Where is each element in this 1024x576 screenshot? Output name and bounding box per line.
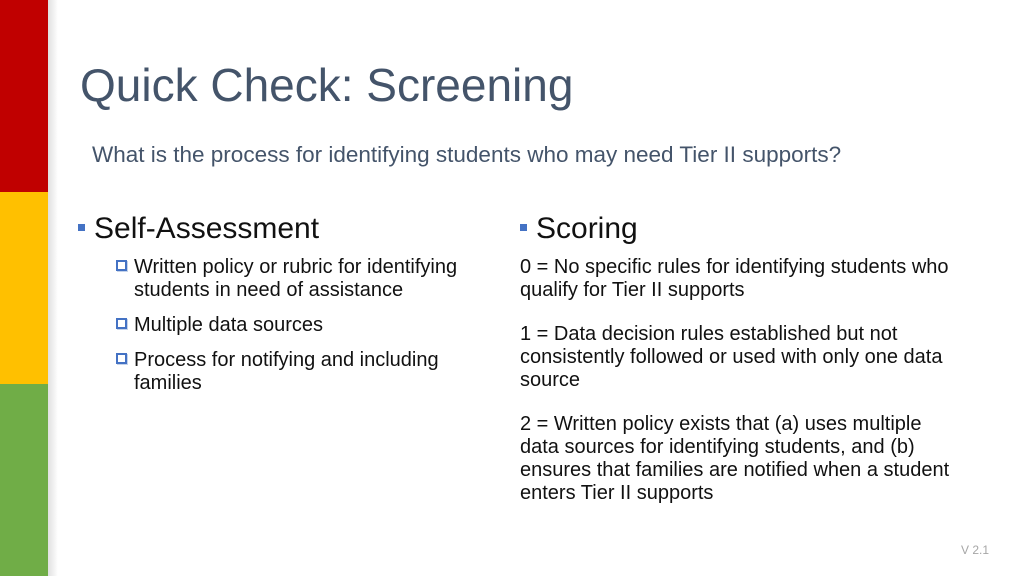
scoring-heading	[520, 212, 960, 246]
color-band-green	[0, 384, 48, 576]
score-level-1: 1 = Data decision rules established but not consistently followed or used with only one data source	[520, 323, 943, 391]
self-assessment-heading-label: Self-Assessment	[94, 212, 320, 245]
scoring-heading-label: Scoring	[536, 212, 638, 245]
score-level-0: 0 = No specific rules for identifying students who qualify for Tier II supports	[520, 256, 949, 301]
self-assessment-heading	[78, 212, 498, 246]
slide-title: Quick Check: Screening	[80, 59, 574, 111]
checkbox-bullet-icon	[116, 318, 127, 329]
self-assessment-list	[78, 256, 498, 395]
square-bullet-icon	[520, 224, 527, 231]
score-level-2: 2 = Written policy exists that (a) uses multiple data sources for identifying students, and (b) ensures that families are notified when a student enters Tier II supports	[520, 413, 950, 504]
list-item-label: Process for notifying and including families	[134, 349, 439, 394]
scoring-column	[520, 212, 960, 505]
color-band-yellow	[0, 192, 48, 384]
color-band-red	[0, 0, 48, 192]
list-item-label: Multiple data sources	[134, 314, 323, 336]
list-item	[78, 256, 498, 302]
checkbox-bullet-icon	[116, 353, 127, 364]
list-item	[78, 314, 498, 337]
slide-subtitle: What is the process for identifying students who may need Tier II supports?	[92, 142, 842, 167]
list-item-label: Written policy or rubric for identifying students in need of assistance	[134, 256, 458, 301]
self-assessment-column	[78, 212, 498, 407]
list-item	[78, 349, 498, 395]
checkbox-bullet-icon	[116, 260, 127, 271]
band-shadow	[48, 0, 58, 576]
square-bullet-icon	[78, 224, 85, 231]
version-label: V 2.1	[961, 543, 990, 557]
